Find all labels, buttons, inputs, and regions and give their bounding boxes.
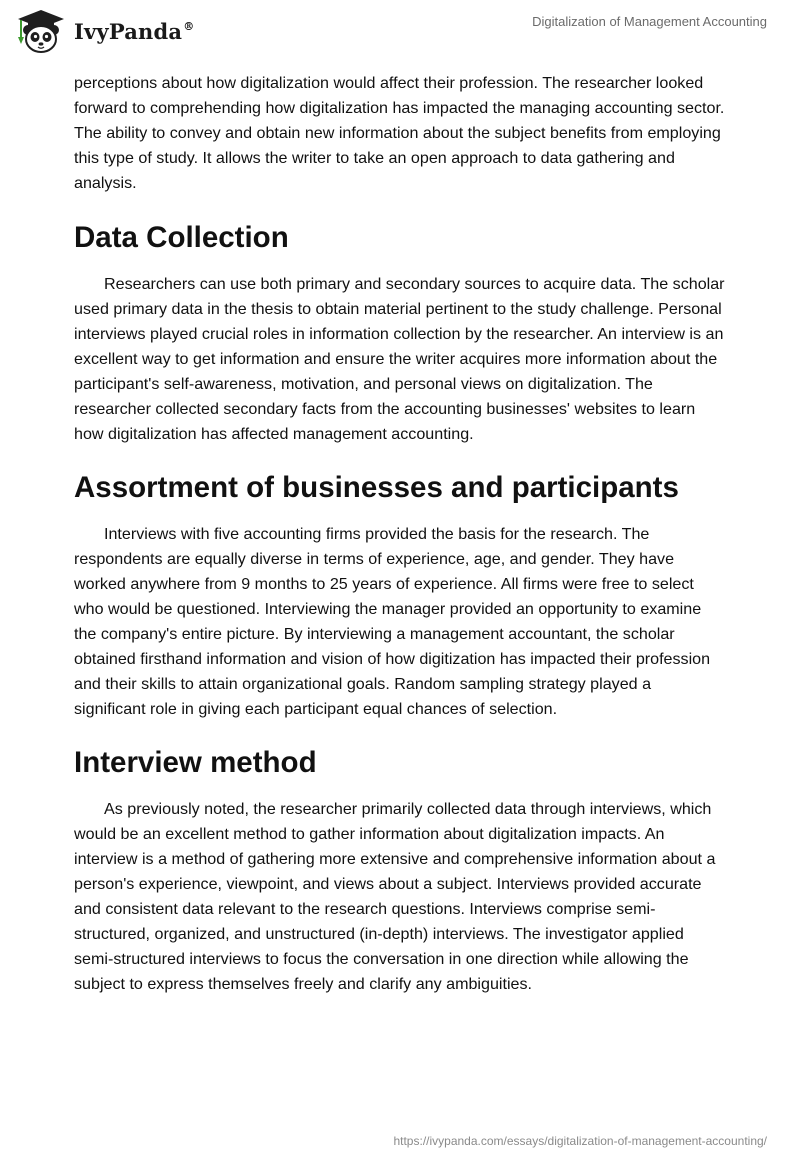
heading-data-collection: Data Collection: [74, 221, 289, 254]
page-header: [0, 0, 800, 60]
paragraph-data-collection: Researchers can use both primary and secondary sources to acquire data. The scholar used primary data in the thesis to obtain material pertinent to the study challenge. Personal interviews played crucial roles in information collection by the researcher. An interview is an excellent way to get information and ensure the writer acquires more information about the participant's self-awareness, motivation, and personal views on digitalization. The researcher collected secondary facts from the accounting businesses' websites to learn how digitalization has affected management accounting.: [74, 275, 725, 443]
source-url-link[interactable]: https://ivypanda.com/essays/digitalization-of-management-accounting/: [393, 1134, 767, 1148]
brand-name: IvyPanda®: [74, 18, 195, 44]
paragraph-interview-method: As previously noted, the researcher primarily collected data through interviews, which would be an excellent method to gather information about digitalization impacts. An interview is a method of gathering more extensive and comprehensive information about a person's experience, viewpoint, and views about a subject. Interviews provided accurate and consistent data relevant to the research questions. Interviews comprise semi-structured, organized, and unstructured (in-depth) interviews. The investigator applied semi-structured interviews to focus the conversation in one direction while allowing the subject to express themselves freely and clarify any ambiguities.: [74, 800, 716, 993]
paragraph-assortment: Interviews with five accounting firms provided the basis for the research. The respondents are equally diverse in terms of experience, age, and gender. They have worked anywhere from 9 months to 25 years of experience. All firms were free to select who would be questioned. Interviewing the manager provided an opportunity to examine the company's entire picture. By interviewing a management accountant, the scholar obtained firsthand information and vision of how digitization has impacted their profession and their skills to attain organizational goals. Random sampling strategy played a significant role in giving each participant equal chances of selection.: [74, 525, 711, 718]
document-title: Digitalization of Management Accounting: [532, 14, 767, 29]
heading-interview-method: Interview method: [74, 746, 317, 779]
essay-content: [74, 71, 726, 997]
panda-logo-icon: [14, 8, 68, 54]
heading-assortment: Assortment of businesses and participants: [74, 471, 679, 504]
ivypanda-logo[interactable]: [14, 8, 194, 54]
intro-paragraph: perceptions about how digitalization would affect their profession. The researcher looked forward to comprehending how digitalization has impacted the managing accounting sector. The ability to convey and obtain new information about the subject benefits from employing this type of study. It allows the writer to take an open approach to data gathering and analysis.: [74, 74, 725, 192]
